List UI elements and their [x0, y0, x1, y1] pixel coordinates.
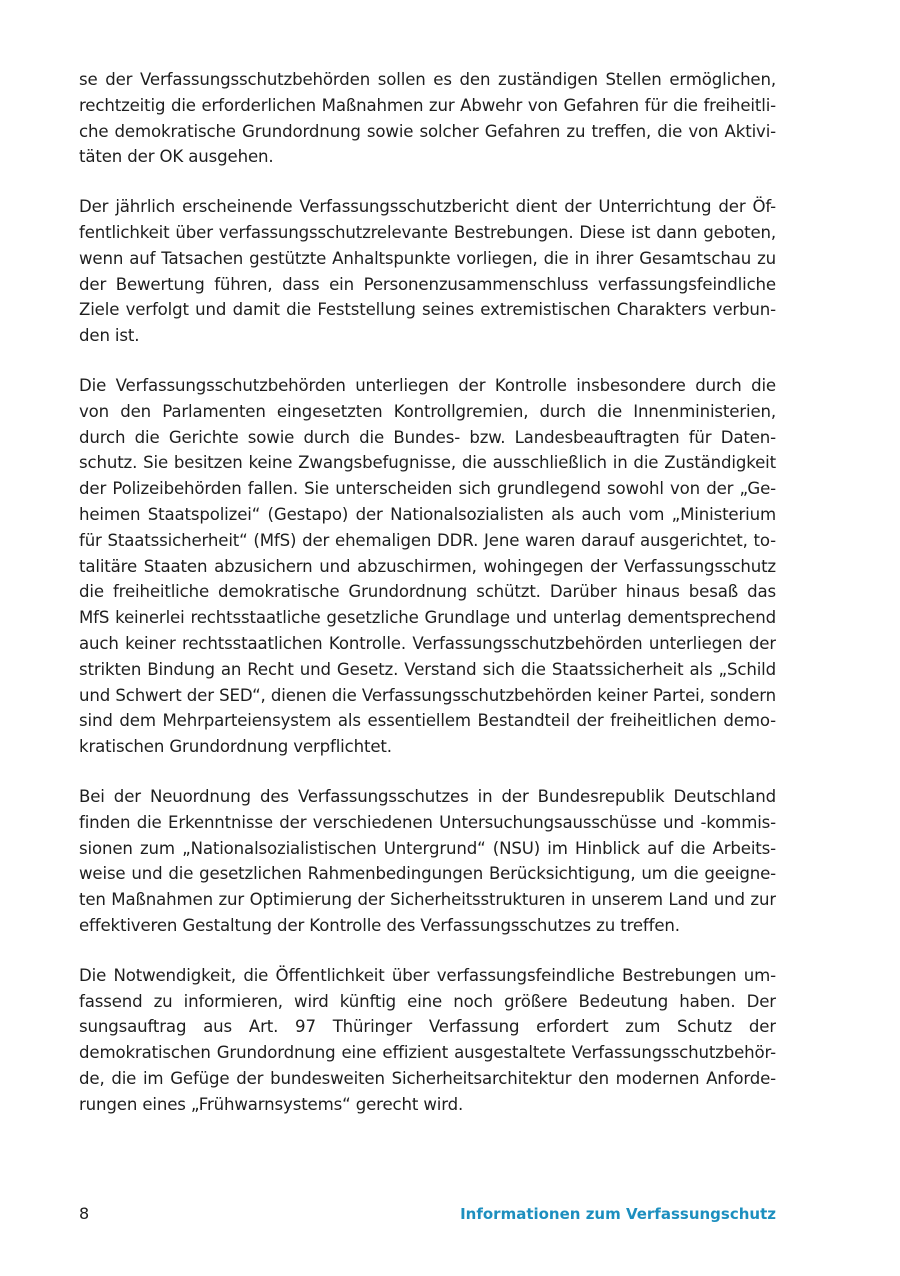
text-line: der Polizeibehörden fallen. Sie unterscheiden sich grundlegend sowohl von der „Ge- — [79, 479, 776, 499]
text-line: die freiheitliche demokratische Grundordnung schützt. Darüber hinaus besaß das — [79, 582, 776, 602]
paragraph — [79, 194, 776, 349]
text-line: durch die Gerichte sowie durch die Bundes- bzw. Landesbeauftragten für Daten- — [79, 427, 776, 447]
text-line: rechtzeitig die erforderlichen Maßnahmen zur Abwehr von Gefahren für die freiheitli- — [79, 95, 776, 115]
text-line: sungsauftrag aus Art. 97 Thüringer Verfassung erfordert zum Schutz der — [79, 1017, 776, 1037]
text-line: Die Notwendigkeit, die Öffentlichkeit über verfassungsfeindliche Bestrebungen um- — [79, 965, 776, 985]
text-line: fentlichkeit über verfassungsschutzrelevante Bestrebungen. Diese ist dann geboten, — [79, 222, 776, 242]
paragraph — [79, 373, 776, 760]
paragraph — [79, 963, 776, 1118]
text-line: MfS keinerlei rechtsstaatliche gesetzliche Grundlage und unterlag dementsprechend — [79, 608, 776, 628]
text-line: täten der OK ausgehen. — [79, 147, 274, 167]
text-line: weise und die gesetzlichen Rahmenbedingungen Berücksichtigung, um die geeigne- — [79, 864, 776, 884]
text-line: fassend zu informieren, wird künftig eine noch größere Bedeutung haben. Der — [79, 991, 776, 1011]
text-line: wenn auf Tatsachen gestützte Anhaltspunkte vorliegen, die in ihrer Gesamtschau zu — [79, 248, 776, 268]
text-line: Der jährlich erscheinende Verfassungsschutzbericht dient der Unterrichtung der Öf- — [79, 197, 776, 217]
text-line: kratischen Grundordnung verpflichtet. — [79, 737, 392, 757]
text-line: de, die im Gefüge der bundesweiten Sicherheitsarchitektur den modernen Anforde- — [79, 1068, 776, 1088]
text-line: ten Maßnahmen zur Optimierung der Sicherheitsstrukturen in unserem Land und zur — [79, 890, 776, 910]
text-line: se der Verfassungsschutzbehörden sollen es den zuständigen Stellen ermöglichen, — [79, 70, 776, 89]
text-line: sionen zum „Nationalsozialistischen Untergrund“ (NSU) im Hinblick auf die Arbeits- — [79, 838, 776, 858]
text-line: finden die Erkenntnisse der verschiedenen Untersuchungsausschüsse und -kommis- — [79, 812, 776, 832]
paragraph — [79, 784, 776, 939]
body-text — [79, 67, 776, 1141]
text-line: strikten Bindung an Recht und Gesetz. Verstand sich die Staatssicherheit als „Schild — [79, 659, 776, 679]
text-line: talitäre Staaten abzusichern und abzuschirmen, wohingegen der Verfassungsschutz — [79, 556, 776, 576]
text-line: von den Parlamenten eingesetzten Kontrollgremien, durch die Innenministerien, — [79, 401, 776, 421]
text-line: effektiveren Gestaltung der Kontrolle des Verfassungsschutzes zu treffen. — [79, 915, 680, 935]
text-line: Bei der Neuordnung des Verfassungsschutzes in der Bundesrepublik Deutschland — [79, 786, 776, 806]
text-line: den ist. — [79, 326, 140, 346]
text-line: und Schwert der SED“, dienen die Verfassungsschutzbehörden keiner Partei, sondern — [79, 685, 776, 705]
text-line: heimen Staatspolizei“ (Gestapo) der Nationalsozialisten als auch vom „Ministerium — [79, 504, 776, 524]
text-line: che demokratische Grundordnung sowie solcher Gefahren zu treffen, die von Aktivi- — [79, 121, 776, 141]
page-number: 8 — [79, 1204, 90, 1223]
text-line: schutz. Sie besitzen keine Zwangsbefugnisse, die ausschließlich in die Zuständigkeit — [79, 453, 776, 473]
text-line: der Bewertung führen, dass ein Personenzusammenschluss verfassungsfeindliche — [79, 274, 776, 294]
text-line: für Staatssicherheit“ (MfS) der ehemaligen DDR. Jene waren darauf ausgerichtet, to- — [79, 530, 776, 550]
text-line: demokratischen Grundordnung eine effizient ausgestaltete Verfassungsschutzbehör- — [79, 1043, 776, 1063]
text-line: Ziele verfolgt und damit die Feststellung seines extremistischen Charakters verbun- — [79, 300, 776, 320]
text-line: rungen eines „Frühwarnsystems“ gerecht wird. — [79, 1094, 464, 1114]
paragraph — [79, 67, 776, 170]
text-line: auch keiner rechtsstaatlichen Kontrolle. Verfassungsschutzbehörden unterliegen der — [79, 633, 776, 653]
text-line: Die Verfassungsschutzbehörden unterliegen der Kontrolle insbesondere durch die — [79, 375, 776, 395]
text-line: sind dem Mehrparteiensystem als essentiellem Bestandteil der freiheitlichen demo- — [79, 711, 776, 731]
running-footer-title: Informationen zum Verfassungschutz — [460, 1205, 776, 1223]
